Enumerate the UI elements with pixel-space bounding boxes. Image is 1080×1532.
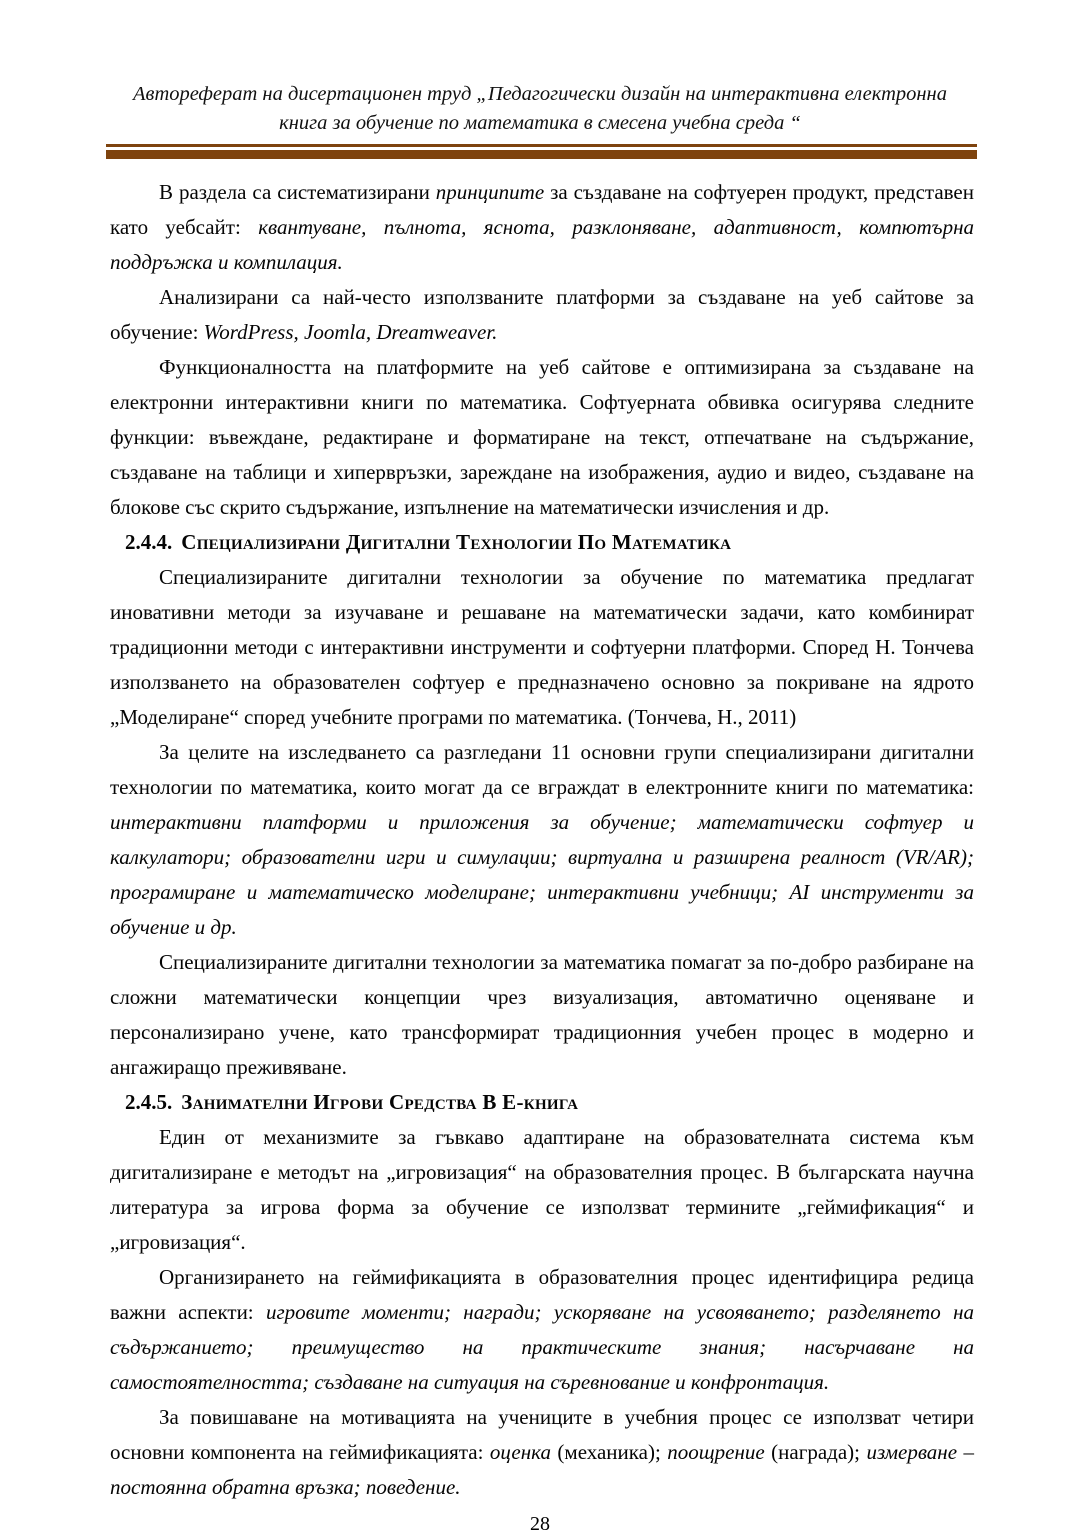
section-heading-2-4-4 [110,525,974,560]
paragraph-platforms [110,280,974,350]
text-run: Специализираните дигитални технологии за математика помагат за по-добро разбиране на сложни математически концепции чрез визуализация, автоматично оценяване и персонализирано учене, като трансформират традиционния учебен процес в модерно и ангажиращо преживяване. [110,950,974,1079]
text-run-italic: измерване – постоянна обратна връзка; поведение. [110,1440,975,1499]
text-run-italic: WordPress, Joomla, Dreamweaver. [203,320,498,344]
paragraph-motivation-components [110,1400,974,1505]
section-title: Занимателни Игрови Средства В Е-книга [181,1090,579,1114]
running-header-line-1: Автореферат на дисертационен труд „Педагогически дизайн на интерактивна електронна [133,83,947,105]
header-rule [106,144,977,159]
text-run: Анализирани са най-често използваните платформи за създаване на уеб сайтове за обучение: [110,285,974,344]
paragraph-gamification-intro [110,1120,974,1260]
text-run-italic: оценка [489,1440,551,1464]
page-body [110,175,974,1505]
text-run: Организирането на геймификацията в образователния процес идентифицира редица важни аспекти: [110,1265,974,1324]
text-run: Един от механизмите за гъвкаво адаптиране на образователната система към дигитализиране е методът на „игровизация“ на образователния процес. В българската научна литература за игрова форма за обучение се използват термините „геймификация“ и „игровизация“. [110,1125,974,1254]
page-header [0,80,1080,159]
paragraph-gamification-aspects [110,1260,974,1400]
paragraph-benefits [110,945,974,1085]
text-run: Специализираните дигитални технологии за обучение по математика предлагат иновативни методи за изучаване и решаване на математически задачи, като комбинират традиционни методи с интерактивни инструменти и софтуерни платформи. Според Н. Тончева използването на образователен софтуер е предназначено основно за покриване на ядрото „Моделиране“ според учебните програми по математика. (Тончева, Н., 2011) [110,565,974,729]
page-number: 28 [530,1513,550,1532]
section-number: 2.4.5. [125,1090,173,1114]
text-run: Функционалността на платформите на уеб сайтове е оптимизирана за създаване на електронни интерактивни книги по математика. Софтуерната обвивка осигурява следните функции: въвеждане, редактиране и форматиране на текст, отпечатване на съдържание, създаване на таблици и хипервръзки, зареждане на изображения, аудио и видео, създаване на блокове със скрито съдържание, изпълнение на математически изчисления и др. [110,355,974,519]
paragraph-specialized-tech [110,560,974,735]
text-run-italic: поощрение [667,1440,765,1464]
text-run: (механика); [550,1440,668,1464]
paragraph-eleven-groups [110,735,974,945]
section-number: 2.4.4. [125,530,173,554]
paragraph-principles [110,175,974,280]
paragraph-functionality [110,350,974,525]
text-run: за създаване на софтуерен продукт, представен като уебсайт: [110,180,974,239]
text-run: За целите на изследването са разгледани 11 основни групи специализирани дигитални технологии по математика, които могат да се вграждат в електронните книги по математика: [110,740,974,799]
text-run-italic: квантуване, пълнота, яснота, разклоняване, адаптивност, компютърна поддръжка и компилация. [110,215,974,274]
text-run-italic: принципите [435,180,545,204]
section-title: Специализирани Дигитални Технологии По Математика [181,530,732,554]
text-run: За повишаване на мотивацията на учениците в учебния процес се използват четири основни компонента на геймификацията: [110,1405,974,1464]
text-run: (награда); [764,1440,867,1464]
text-run: В раздела са систематизирани [159,180,436,204]
running-header-line-2: книга за обучение по математика в смесена учебна среда “ [279,112,801,134]
header-rule-thick-line [106,150,977,159]
text-run-italic: интерактивни платформи и приложения за обучение; математически софтуер и калкулатори; образователни игри и симулации; виртуална и разширена реалност (VR/AR); програмиране и математическо моделиране; интерактивни учебници; AI инструменти за обучение и др. [110,810,974,939]
running-header [95,80,985,138]
text-run-italic: игровите моменти; награди; ускоряване на усвояването; разделянето на съдържанието; преимущество на практическите знания; насърчаване на самостоятелността; създаване на ситуация на съревнование и конфронтация. [110,1300,974,1394]
section-heading-2-4-5 [110,1085,974,1120]
page-footer [0,1512,1080,1532]
